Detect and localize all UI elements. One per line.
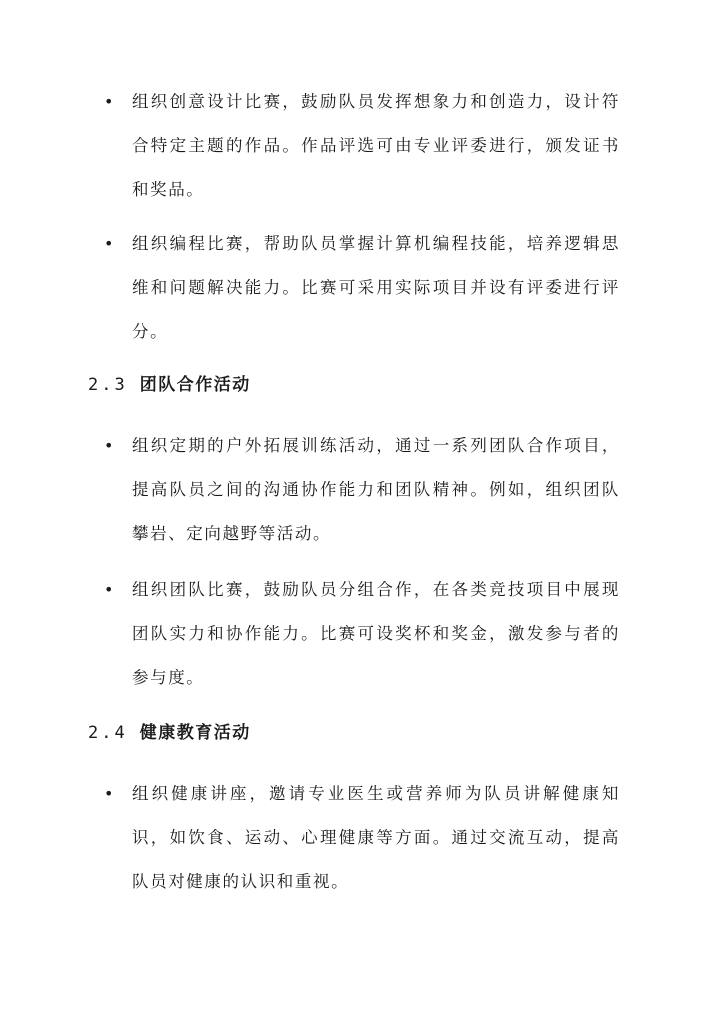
- bullet-marker: •: [104, 436, 114, 455]
- section-title: 团队合作活动: [139, 375, 251, 395]
- section-number: 2.4: [88, 723, 128, 743]
- section-heading-2-3: [88, 370, 251, 400]
- section-title: 健康教育活动: [139, 723, 251, 743]
- bullet-marker: •: [104, 784, 114, 803]
- bullet-marker: •: [104, 234, 114, 253]
- section-number: 2.3: [88, 375, 128, 395]
- bullet-text: 组织健康讲座，邀请专业医生或营养师为队员讲解健康知识，如饮食、运动、心理健康等方面。通过交流互动，提高队员对健康的认识和重视。: [132, 784, 620, 891]
- section-heading-2-4: [88, 718, 251, 748]
- bullet-text: 组织编程比赛，帮助队员掌握计算机编程技能，培养逻辑思维和问题解决能力。比赛可采用实际项目并设有评委进行评分。: [132, 234, 620, 341]
- bullet-marker: •: [104, 580, 114, 599]
- bullet-text: 组织定期的户外拓展训练活动，通过一系列团队合作项目，提高队员之间的沟通协作能力和团队精神。例如，组织团队攀岩、定向越野等活动。: [132, 436, 620, 543]
- bullet-text: 组织团队比赛，鼓励队员分组合作，在各类竞技项目中展现团队实力和协作能力。比赛可设奖杯和奖金，激发参与者的参与度。: [132, 580, 620, 687]
- bullet-text: 组织创意设计比赛，鼓励队员发挥想象力和创造力，设计符合特定主题的作品。作品评选可由专业评委进行，颁发证书和奖品。: [132, 92, 620, 199]
- bullet-marker: •: [104, 92, 114, 111]
